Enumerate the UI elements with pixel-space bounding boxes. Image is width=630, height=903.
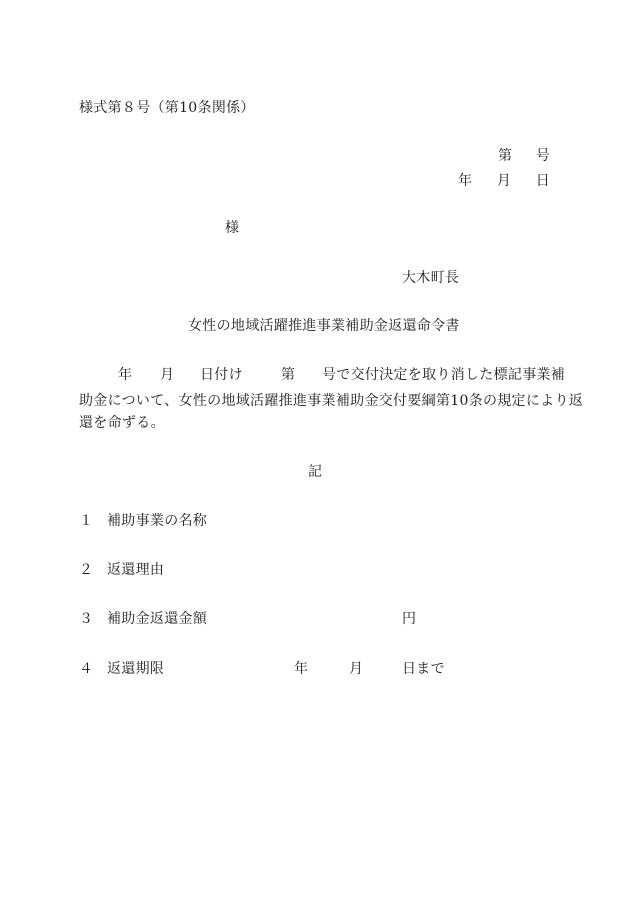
- body-month: 月: [160, 367, 175, 383]
- deadline-year: 年: [294, 661, 309, 677]
- body-line-1-rest: 号で交付決定を取り消した標記事業補: [322, 367, 566, 383]
- body-line-1: [79, 365, 566, 385]
- document-number-prefix: 第: [498, 148, 513, 164]
- item-label: 返還期限: [107, 661, 165, 677]
- document-number: [498, 146, 550, 166]
- document-number-suffix: 号: [535, 148, 550, 164]
- issuer: 大木町長: [402, 270, 460, 286]
- body-line-3: 還を命ずる。: [79, 415, 165, 431]
- deadline-until: 日まで: [402, 661, 445, 677]
- body-line-2: 助金について、女性の地域活躍推進事業補助金交付要綱第10条の規定により返: [79, 393, 584, 409]
- body-year: 年: [118, 367, 133, 383]
- date-year: 年: [458, 173, 473, 189]
- body-day-dated: 日付け: [200, 367, 243, 383]
- deadline-month: 月: [349, 661, 364, 677]
- item-number: ２: [79, 562, 94, 578]
- item-number: ４: [79, 661, 94, 677]
- body-number-prefix: 第: [281, 367, 296, 383]
- ki-heading: 記: [308, 464, 323, 480]
- item-number: ３: [79, 611, 94, 627]
- date-month: 月: [496, 173, 512, 189]
- item-label: 補助事業の名称: [107, 513, 208, 529]
- date-day: 日: [535, 173, 550, 189]
- amount-unit: 円: [402, 611, 417, 627]
- item-number: １: [79, 513, 94, 529]
- item-label: 返還理由: [107, 562, 165, 578]
- document-title: 女性の地域活躍推進事業補助金返還命令書: [188, 318, 460, 334]
- addressee-honorific: 様: [225, 220, 240, 236]
- item-label: 補助金返還金額: [107, 611, 208, 627]
- document-date: [458, 171, 550, 191]
- form-label: 様式第８号（第10条関係）: [79, 100, 255, 116]
